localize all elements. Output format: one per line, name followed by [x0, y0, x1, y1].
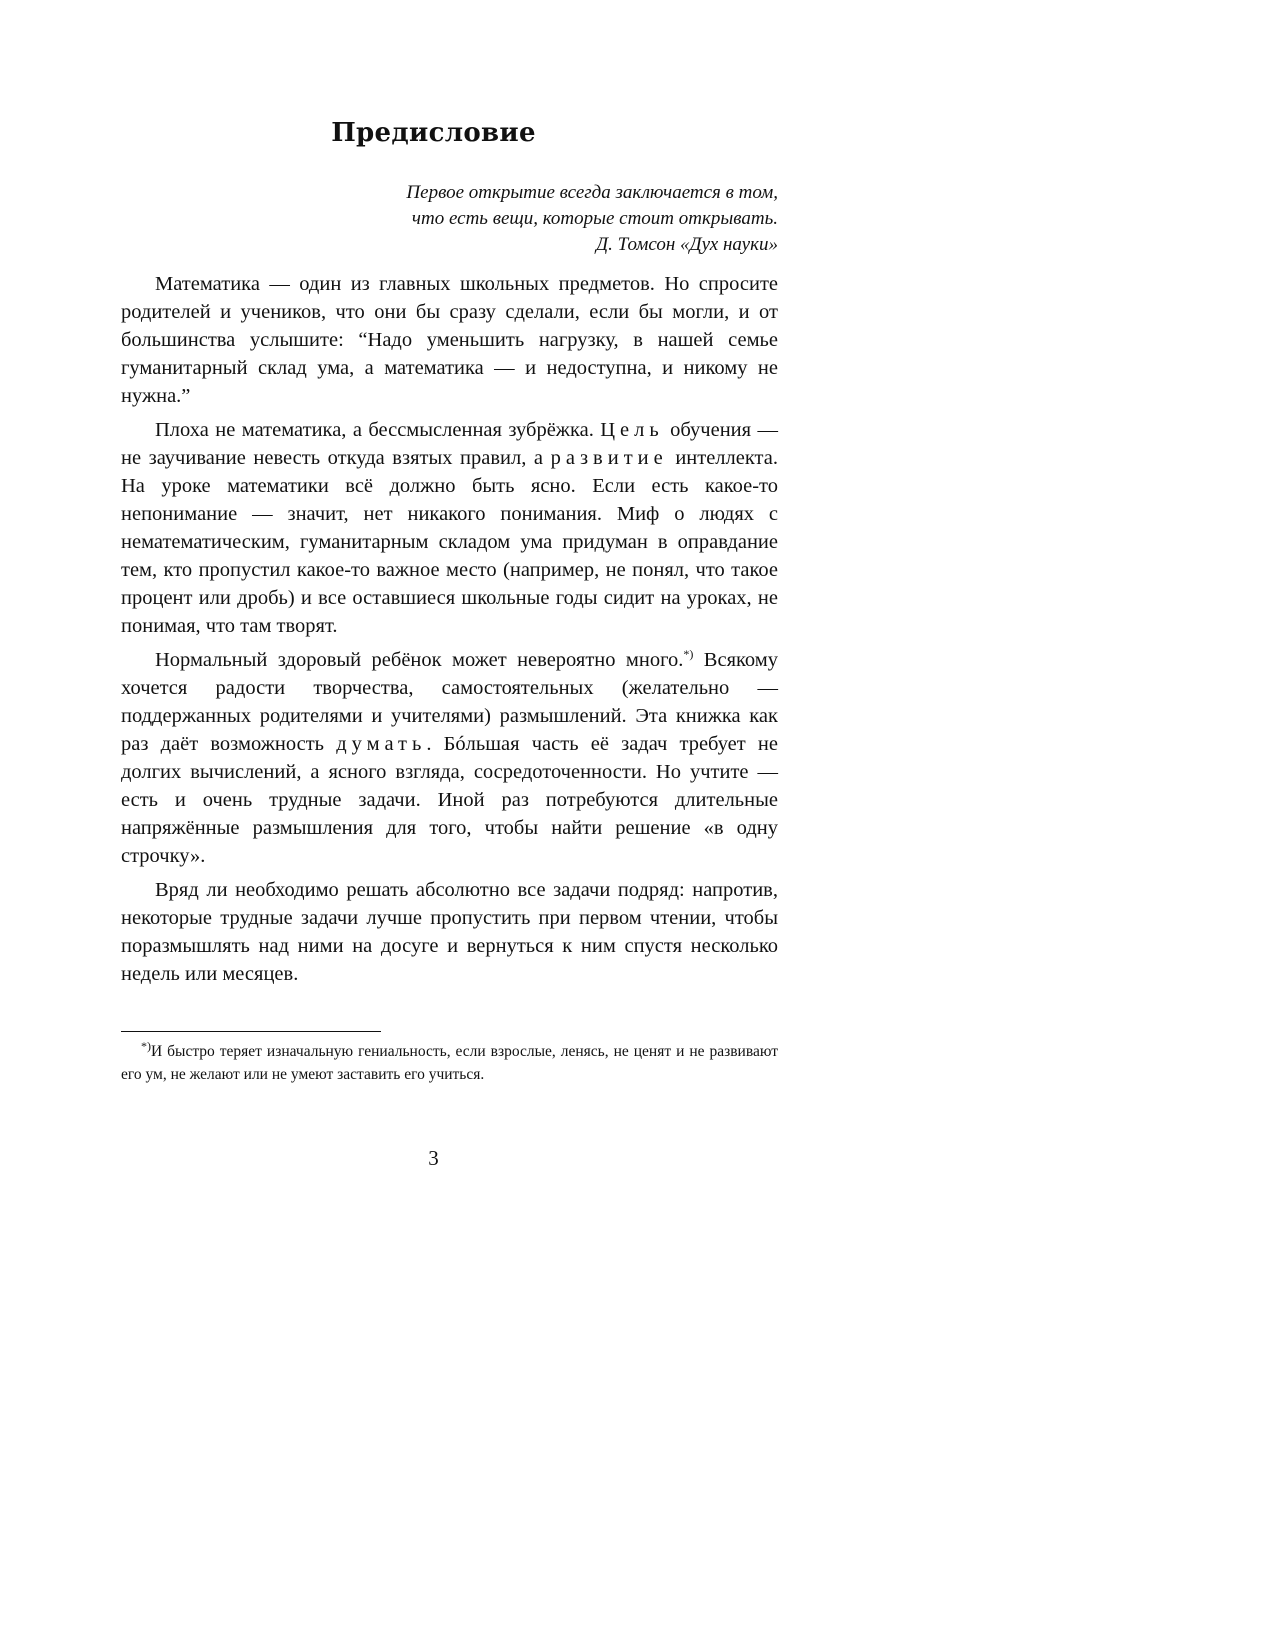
- paragraph-3-part-a: Нормальный здоровый ребёнок может невероятно много.: [155, 649, 684, 671]
- body-text: [121, 270, 778, 994]
- footnote-reference: *): [683, 647, 694, 662]
- paragraph-2-part-c: интеллекта. На уроке математики всё должно быть ясно. Если есть какое-то непонимание — значит, нет никакого понимания. Миф о людях с нематематическим, гуманитарным складом ума придуман в оправдание тем, кто пропустил какое-то важное место (например, не понял, что такое процент или дробь) и все оставшиеся школьные годы сидит на уроках, не понимая, что там творят.: [121, 447, 778, 637]
- paragraph-3-part-c: . Бóльшая часть её задач требует не долгих вычислений, а ясного взгляда, сосредоточенности. Но учтите — есть и очень трудные задачи. Иной раз потребуются длительные напряжённые размышления для того, чтобы найти решение «в одну строчку».: [121, 733, 778, 867]
- page-title: Предисловие: [331, 118, 536, 148]
- paragraph-2-part-a: Плоха не математика, а бессмысленная зубрёжка.: [155, 419, 594, 441]
- paragraph-4: Вряд ли необходимо решать абсолютно все задачи подряд: напротив, некоторые трудные задачи лучше пропустить при первом чтении, чтобы поразмышлять над ними на досуге и вернуться к ним спустя несколько недель или месяцев.: [121, 879, 778, 985]
- paragraph-3-part-b: Всякому хочется радости творчества, самостоятельных (желательно — поддержанных родителями и учителями) размышлений. Эта книжка как раз даёт возможность: [121, 649, 778, 755]
- epigraph-line-1: Первое открытие всегда заключается в том,: [406, 182, 778, 203]
- paragraph-1: Математика — один из главных школьных предметов. Но спросите родителей и учеников, что они бы сразу сделали, если бы могли, и от большинства услышите: “Надо уменьшить нагрузку, в нашей семье гуманитарный склад ума, а математика — и недоступна, и никому не нужна.”: [121, 273, 778, 407]
- paragraph-2-part-b: обучения — не заучивание невесть откуда взятых правил, а: [121, 419, 778, 469]
- footnote-mark: *): [141, 1038, 151, 1053]
- paragraph-2: [121, 416, 778, 640]
- emphasis-development: развитие: [550, 447, 668, 469]
- emphasis-think: думать: [336, 733, 427, 755]
- epigraph-attribution: Д. Томсон «Дух науки»: [596, 234, 778, 255]
- emphasis-goal: Цель: [600, 419, 664, 441]
- epigraph-line-2: что есть вещи, которые стоит открывать.: [411, 208, 778, 229]
- footnote-text: И быстро теряет изначальную гениальность, если взрослые, ленясь, не ценят и не развивают его ум, не желают или не умеют заставить его учиться.: [121, 1043, 778, 1083]
- paragraph-3: [121, 646, 778, 870]
- footnote: [121, 1040, 778, 1086]
- page-number: 3: [428, 1146, 439, 1170]
- footnote-divider: [121, 1031, 381, 1032]
- epigraph: [308, 180, 778, 258]
